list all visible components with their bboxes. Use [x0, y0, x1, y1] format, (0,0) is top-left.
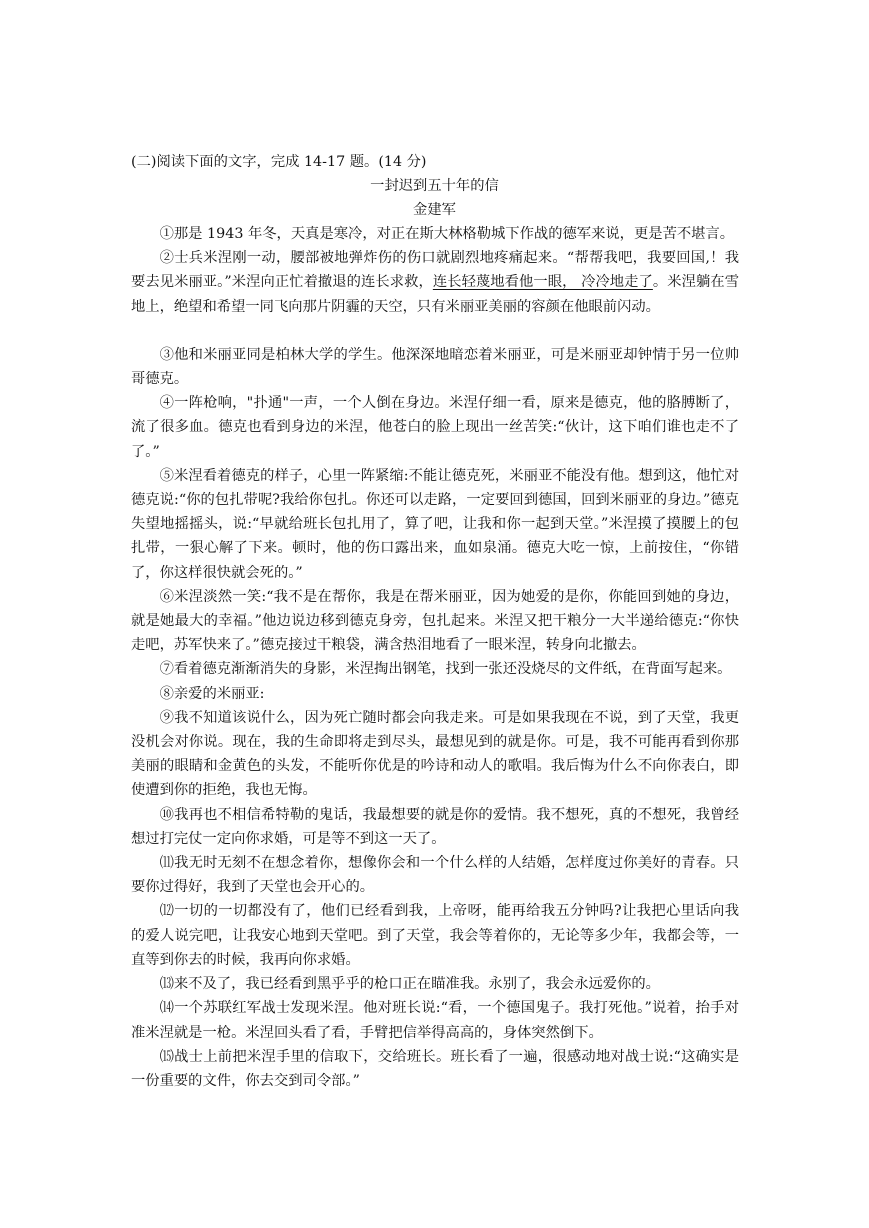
article-body: [131, 222, 739, 1093]
paragraph-7: ⑦看着德克渐渐消失的身影，米涅掏出钢笔，找到一张还没烧尽的文件纸，在背面写起来。: [159, 661, 732, 678]
article-title: 一封迟到五十年的信: [370, 178, 499, 194]
paragraph-13: ⒀来不及了，我已经看到黑乎乎的枪口正在瞄准我。永别了，我会永远爱你的。: [159, 976, 660, 993]
paragraph-4: ④一阵枪响，"扑通"一声，一个人倒在身边。米涅仔细一看，原来是德克，他的胳膊断了，流了很多血。德克也看到身边的米涅，他苍白的脸上现出一丝苦笑:“伙计，这下咱们谁也走不了了。”: [131, 395, 739, 460]
paragraph-12: ⑿一切的一切都没有了，他们已经看到我，上帝呀，能再给我五分钟吗?让我把心里话向我的爱人说完吧，让我安心地到天堂吧。到了天堂，我会等着你的，无论等多少年，我都会等，一直等到你去的时候，我再向你求婚。: [131, 903, 739, 968]
paragraph-10: ⑩我再也不相信希特勒的鬼话，我最想要的就是你的爱情。我不想死，真的不想死，我曾经想过打完仗一定向你求婚，可是等不到这一天了。: [131, 806, 739, 847]
underlined-sentence: 连长轻蔑地看他一眼， 冷冷地走了: [432, 274, 653, 291]
paragraph-9: ⑨我不知道该说什么，因为死亡随时都会向我走来。可是如果我现在不说，到了天堂，我更没机会对你说。现在，我的生命即将走到尽头，最想见到的就是你。可是，我不可能再看到你那美丽的眼睛和金黄色的头发，不能听你优是的吟诗和动人的歌唱。我后悔为什么不向你表白，即使遭到你的拒绝，我也无悔。: [131, 709, 739, 799]
paragraph-8: ⑧亲爱的米丽亚:: [159, 685, 265, 702]
paragraph-5: ⑤米涅看着德克的样子，心里一阵紧缩:不能让德克死，米丽亚不能没有他。想到这，他忙对德克说:“你的包扎带呢?我给你包扎。你还可以走路，一定要回到德国，回到米丽亚的身边。”德克失望地摇摇头，说:“早就给班长包扎用了，算了吧，让我和你一起到天堂。”米涅摸了摸腰上的包扎带，一狠心解了下来。顿时，他的伤口露出来，血如泉涌。德克大吃一惊，上前按住，“你错了，你这样很快就会死的。”: [131, 467, 739, 581]
paragraph-2: [131, 246, 739, 319]
question-header: (二)阅读下面的文字，完成 14-17 题。(14 分): [131, 154, 427, 170]
paragraph-15: ⒂战士上前把米涅手里的信取下，交给班长。班长看了一遍，很感动地对战士说:“这确实是一份重要的文件，你去交到司令部。”: [131, 1048, 739, 1089]
paragraph-14: ⒁一个苏联红军战士发现米涅。他对班长说:“看，一个德国鬼子。我打死他。”说着，抬手对准米涅就是一枪。米涅回头看了看，手臂把信举得高高的，身体突然倒下。: [131, 1000, 739, 1041]
paragraph-2-text-end: 。米涅躺在雪地上，绝望和希望一同飞向那片阴霾的天空，只有米丽亚美丽的容颜在他眼前闪动。: [131, 274, 739, 315]
paragraph-6: ⑥米涅淡然一笑:“我不是在帮你，我是在帮米丽亚，因为她爱的是你，你能回到她的身边，就是她最大的幸福。”他边说边移到德克身旁，包扎起来。米涅又把干粮分一大半递给德克:“你快走吧，苏军快来了。”德克接过干粮袋，满含热泪地看了一眼米涅，转身向北撤去。: [131, 588, 739, 654]
paragraph-1: ①那是 1943 年冬，天真是寒冷，对正在斯大林格勒城下作战的德军来说，更是苦不堪言。: [159, 226, 735, 242]
paragraph-2-text: ②士兵米涅刚一动，腰部被地弹炸伤的伤口就剧烈地疼痛起来。“帮帮我吧，我要回国,！我要去见米丽亚。”米涅向正忙着撤退的连长求救，: [131, 250, 739, 291]
paragraph-3: ③他和米丽亚同是柏林大学的学生。他深深地暗恋着米丽亚，可是米丽亚却钟情于另一位帅哥德克。: [131, 346, 739, 388]
paragraph-11: ⑾我无时无刻不在想念着你，想像你会和一个什么样的人结婚，怎样度过你美好的青春。只要你过得好，我到了天堂也会开心的。: [131, 855, 739, 896]
paragraph-spacer: [131, 319, 739, 343]
article-author: 金建军: [413, 202, 456, 218]
